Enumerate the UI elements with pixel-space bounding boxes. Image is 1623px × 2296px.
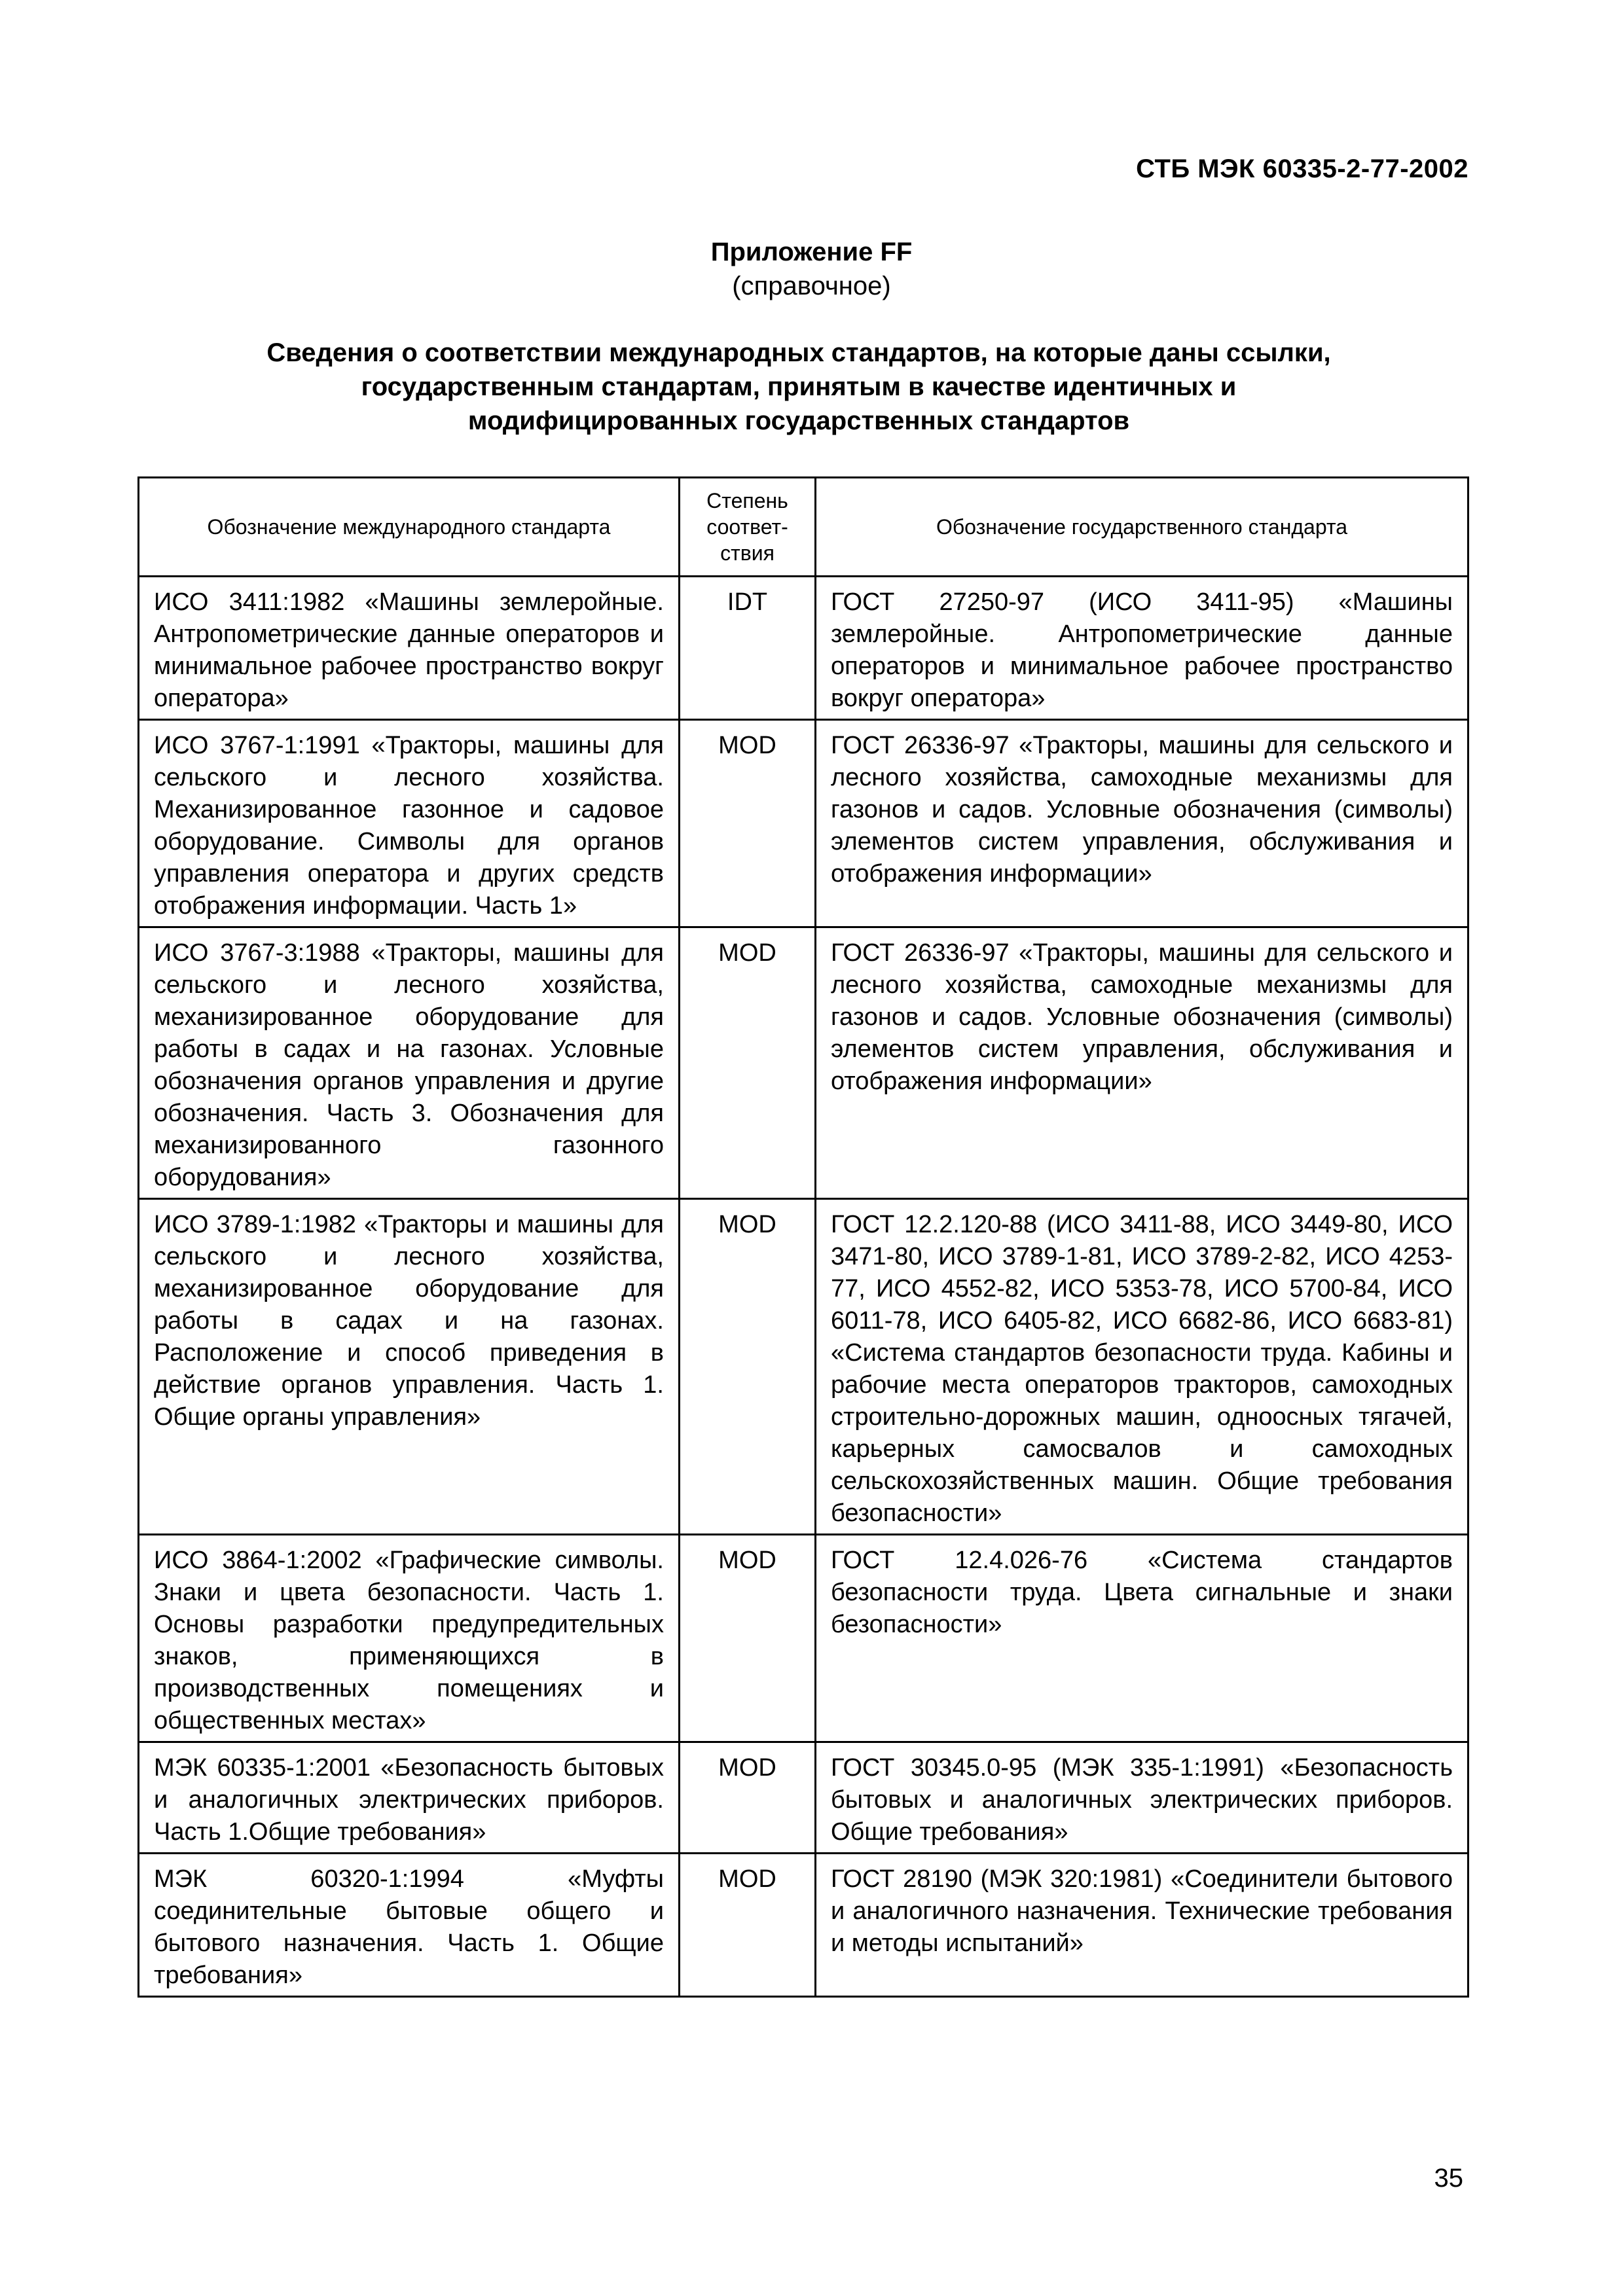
national-standard: ГОСТ 26336-97 «Тракторы, машины для сельского и лесного хозяйства, самоходные механизмы для газонов и садов. Условные обозначения (символы) элементов систем управления, обслуживания и отображения информации» <box>816 720 1468 927</box>
national-standard: ГОСТ 12.4.026-76 «Система стандартов безопасности труда. Цвета сигнальные и знаки безопасности» <box>816 1535 1468 1742</box>
degree-of-conformity: MOD <box>680 1199 816 1535</box>
table-header-row <box>139 478 1468 577</box>
table-row <box>139 1199 1468 1535</box>
document-code: СТБ МЭК 60335-2-77-2002 <box>1136 154 1468 183</box>
international-standard: ИСО 3411:1982 «Машины землеройные. Антропометрические данные операторов и минимальное рабочее пространство вокруг оператора» <box>139 577 680 720</box>
international-standard: МЭК 60320-1:1994 «Муфты соединительные бытовые общего и бытового назначения. Часть 1. Общие требования» <box>139 1854 680 1997</box>
page-number: 35 <box>1434 2164 1463 2193</box>
table-row <box>139 720 1468 927</box>
degree-of-conformity: IDT <box>680 577 816 720</box>
international-standard: ИСО 3767-1:1991 «Тракторы, машины для сельского и лесного хозяйства. Механизированное газонное и садовое оборудование. Символы для органов управления оператора и других средств отображения информации. Часть 1» <box>139 720 680 927</box>
international-standard: ИСО 3789-1:1982 «Тракторы и машины для сельского и лесного хозяйства, механизированное оборудование для работы в садах и на газонах. Расположение и способ приведения в действие органов управления. Часть 1. Общие органы управления» <box>139 1199 680 1535</box>
international-standard: МЭК 60335-1:2001 «Безопасность бытовых и аналогичных электрических приборов. Часть 1.Общие требования» <box>139 1742 680 1854</box>
heading-line: государственным стандартам, принятым в качестве идентичных и <box>361 372 1237 401</box>
degree-of-conformity: MOD <box>680 1854 816 1997</box>
table-row <box>139 1742 1468 1854</box>
international-standard: ИСО 3767-3:1988 «Тракторы, машины для сельского и лесного хозяйства, механизированное оборудование для работы в садах и на газонах. Условные обозначения органов управления и другие обозначения. Часть 3. Обозначения для механизированного газонного оборудования» <box>139 927 680 1199</box>
header-national: Обозначение государственного стандарта <box>816 478 1468 577</box>
standards-table <box>137 476 1469 1998</box>
heading-line: Сведения о соответствии международных стандартов, на которые даны ссылки, <box>266 338 1331 367</box>
degree-of-conformity: MOD <box>680 927 816 1199</box>
national-standard: ГОСТ 26336-97 «Тракторы, машины для сельского и лесного хозяйства, самоходные механизмы для газонов и садов. Условные обозначения (символы) элементов систем управления, обслуживания и отображения информации» <box>816 927 1468 1199</box>
header-degree: Степень соответствия <box>680 478 816 577</box>
international-standard: ИСО 3864-1:2002 «Графические символы. Знаки и цвета безопасности. Часть 1. Основы разработки предупредительных знаков, применяющихся в производственных помещениях и общественных местах» <box>139 1535 680 1742</box>
table-row <box>139 1535 1468 1742</box>
degree-of-conformity: MOD <box>680 720 816 927</box>
degree-of-conformity: MOD <box>680 1535 816 1742</box>
table-row <box>139 1854 1468 1997</box>
table-row <box>139 577 1468 720</box>
annex-type: (справочное) <box>732 272 891 300</box>
header-international: Обозначение международного стандарта <box>139 478 680 577</box>
national-standard: ГОСТ 27250-97 (ИСО 3411-95) «Машины землеройные. Антропометрические данные операторов и минимальное рабочее пространство вокруг оператора» <box>816 577 1468 720</box>
table-row <box>139 927 1468 1199</box>
section-heading <box>137 336 1460 438</box>
degree-of-conformity: MOD <box>680 1742 816 1854</box>
national-standard: ГОСТ 30345.0-95 (МЭК 335-1:1991) «Безопасность бытовых и аналогичных электрических приборов. Общие требования» <box>816 1742 1468 1854</box>
national-standard: ГОСТ 28190 (МЭК 320:1981) «Соединители бытового и аналогичного назначения. Технические требования и методы испытаний» <box>816 1854 1468 1997</box>
heading-line: модифицированных государственных стандартов <box>467 406 1130 435</box>
national-standard: ГОСТ 12.2.120-88 (ИСО 3411-88, ИСО 3449-80, ИСО 3471-80, ИСО 3789-1-81, ИСО 3789-2-82, ИСО 4253-77, ИСО 4552-82, ИСО 5353-78, ИСО 5700-84, ИСО 6011-78, ИСО 6405-82, ИСО 6682-86, ИСО 6683-81) «Система стандартов безопасности труда. Кабины и рабочие места операторов тракторов, самоходных строительно-дорожных машин, одноосных тягачей, карьерных самосвалов и самоходных сельскохозяйственных машин. Общие требования безопасности» <box>816 1199 1468 1535</box>
annex-title: Приложение FF <box>710 238 913 266</box>
